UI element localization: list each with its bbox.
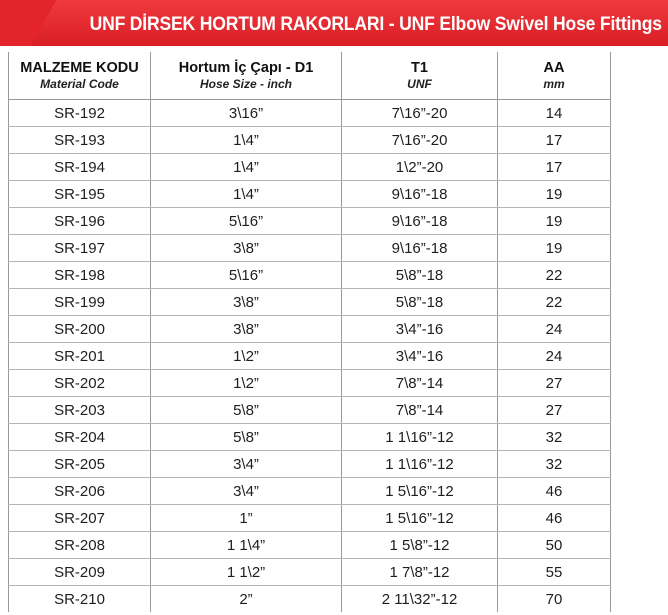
t1-cell: 1\2”-20 (342, 154, 498, 181)
t1-cell: 1 1\16”-12 (342, 451, 498, 478)
table-row (9, 424, 611, 451)
aa-cell: 17 (498, 154, 611, 181)
aa-cell: 27 (498, 397, 611, 424)
page-title: UNF DİRSEK HORTUM RAKORLARI - UNF Elbow Swivel Hose Fittings (89, 13, 662, 35)
hose-size-cell: 3\4” (151, 451, 342, 478)
hose-size-cell: 5\8” (151, 397, 342, 424)
hose-size-cell: 1\4” (151, 154, 342, 181)
table-row (9, 316, 611, 343)
material-code-cell: SR-202 (9, 370, 151, 397)
hose-size-cell: 1 1\2” (151, 559, 342, 586)
table-row (9, 100, 611, 127)
hose-size-cell: 1\2” (151, 370, 342, 397)
fittings-table (8, 52, 611, 612)
hose-size-cell: 3\8” (151, 316, 342, 343)
table-row (9, 586, 611, 613)
hose-size-cell: 5\16” (151, 208, 342, 235)
table-body (9, 100, 611, 613)
hose-size-cell: 1 1\4” (151, 532, 342, 559)
aa-cell: 50 (498, 532, 611, 559)
hose-size-cell: 3\4” (151, 478, 342, 505)
material-code-cell: SR-192 (9, 100, 151, 127)
aa-cell: 17 (498, 127, 611, 154)
t1-cell: 1 5\16”-12 (342, 478, 498, 505)
table-row (9, 154, 611, 181)
hose-size-cell: 1\2” (151, 343, 342, 370)
column-header-label: MALZEME KODU (20, 59, 139, 76)
aa-cell: 22 (498, 262, 611, 289)
material-code-cell: SR-194 (9, 154, 151, 181)
t1-cell: 1 7\8”-12 (342, 559, 498, 586)
material-code-cell: SR-206 (9, 478, 151, 505)
material-code-cell: SR-196 (9, 208, 151, 235)
title-bar (0, 0, 668, 46)
column-header-t1 (342, 52, 498, 100)
aa-cell: 19 (498, 235, 611, 262)
material-code-cell: SR-205 (9, 451, 151, 478)
material-code-cell: SR-193 (9, 127, 151, 154)
table-row (9, 127, 611, 154)
header-row (9, 52, 611, 100)
material-code-cell: SR-204 (9, 424, 151, 451)
table-row (9, 262, 611, 289)
column-header-sublabel: Hose Size - inch (199, 76, 293, 91)
table-header (9, 52, 611, 100)
column-header-label: T1 (411, 59, 428, 76)
column-header-aa (498, 52, 611, 100)
t1-cell: 7\8”-14 (342, 370, 498, 397)
table-row (9, 559, 611, 586)
aa-cell: 19 (498, 181, 611, 208)
table-row (9, 181, 611, 208)
aa-cell: 46 (498, 478, 611, 505)
aa-cell: 24 (498, 343, 611, 370)
aa-cell: 70 (498, 586, 611, 613)
hose-size-cell: 1\4” (151, 181, 342, 208)
t1-cell: 5\8”-18 (342, 262, 498, 289)
t1-cell: 7\16”-20 (342, 127, 498, 154)
hose-size-cell: 2” (151, 586, 342, 613)
material-code-cell: SR-210 (9, 586, 151, 613)
t1-cell: 7\8”-14 (342, 397, 498, 424)
hose-size-cell: 5\16” (151, 262, 342, 289)
table-row (9, 289, 611, 316)
t1-cell: 5\8”-18 (342, 289, 498, 316)
column-header-label: AA (543, 59, 565, 76)
material-code-cell: SR-201 (9, 343, 151, 370)
table-row (9, 208, 611, 235)
column-header-sublabel: mm (543, 76, 565, 91)
aa-cell: 32 (498, 424, 611, 451)
material-code-cell: SR-195 (9, 181, 151, 208)
table-row (9, 505, 611, 532)
material-code-cell: SR-209 (9, 559, 151, 586)
t1-cell: 9\16”-18 (342, 181, 498, 208)
t1-cell: 9\16”-18 (342, 208, 498, 235)
material-code-cell: SR-207 (9, 505, 151, 532)
hose-size-cell: 1” (151, 505, 342, 532)
column-header-hose-size (151, 52, 342, 100)
hose-size-cell: 3\16” (151, 100, 342, 127)
hose-size-cell: 3\8” (151, 289, 342, 316)
column-header-label: Hortum İç Çapı - D1 (178, 59, 314, 76)
material-code-cell: SR-199 (9, 289, 151, 316)
material-code-cell: SR-208 (9, 532, 151, 559)
t1-cell: 1 1\16”-12 (342, 424, 498, 451)
material-code-cell: SR-198 (9, 262, 151, 289)
aa-cell: 24 (498, 316, 611, 343)
t1-cell: 1 5\16”-12 (342, 505, 498, 532)
aa-cell: 19 (498, 208, 611, 235)
table-row (9, 451, 611, 478)
material-code-cell: SR-200 (9, 316, 151, 343)
table-row (9, 235, 611, 262)
column-header-sublabel: Material Code (40, 76, 119, 91)
t1-cell: 3\4”-16 (342, 316, 498, 343)
table-row (9, 370, 611, 397)
aa-cell: 46 (498, 505, 611, 532)
table-row (9, 397, 611, 424)
t1-cell: 9\16”-18 (342, 235, 498, 262)
aa-cell: 55 (498, 559, 611, 586)
table-row (9, 478, 611, 505)
t1-cell: 3\4”-16 (342, 343, 498, 370)
t1-cell: 7\16”-20 (342, 100, 498, 127)
aa-cell: 14 (498, 100, 611, 127)
hose-size-cell: 5\8” (151, 424, 342, 451)
column-header-material-code (9, 52, 151, 100)
aa-cell: 32 (498, 451, 611, 478)
aa-cell: 22 (498, 289, 611, 316)
hose-size-cell: 3\8” (151, 235, 342, 262)
t1-cell: 2 11\32”-12 (342, 586, 498, 613)
table-row (9, 343, 611, 370)
material-code-cell: SR-197 (9, 235, 151, 262)
column-header-sublabel: UNF (407, 76, 432, 91)
material-code-cell: SR-203 (9, 397, 151, 424)
table-row (9, 532, 611, 559)
t1-cell: 1 5\8”-12 (342, 532, 498, 559)
aa-cell: 27 (498, 370, 611, 397)
hose-size-cell: 1\4” (151, 127, 342, 154)
